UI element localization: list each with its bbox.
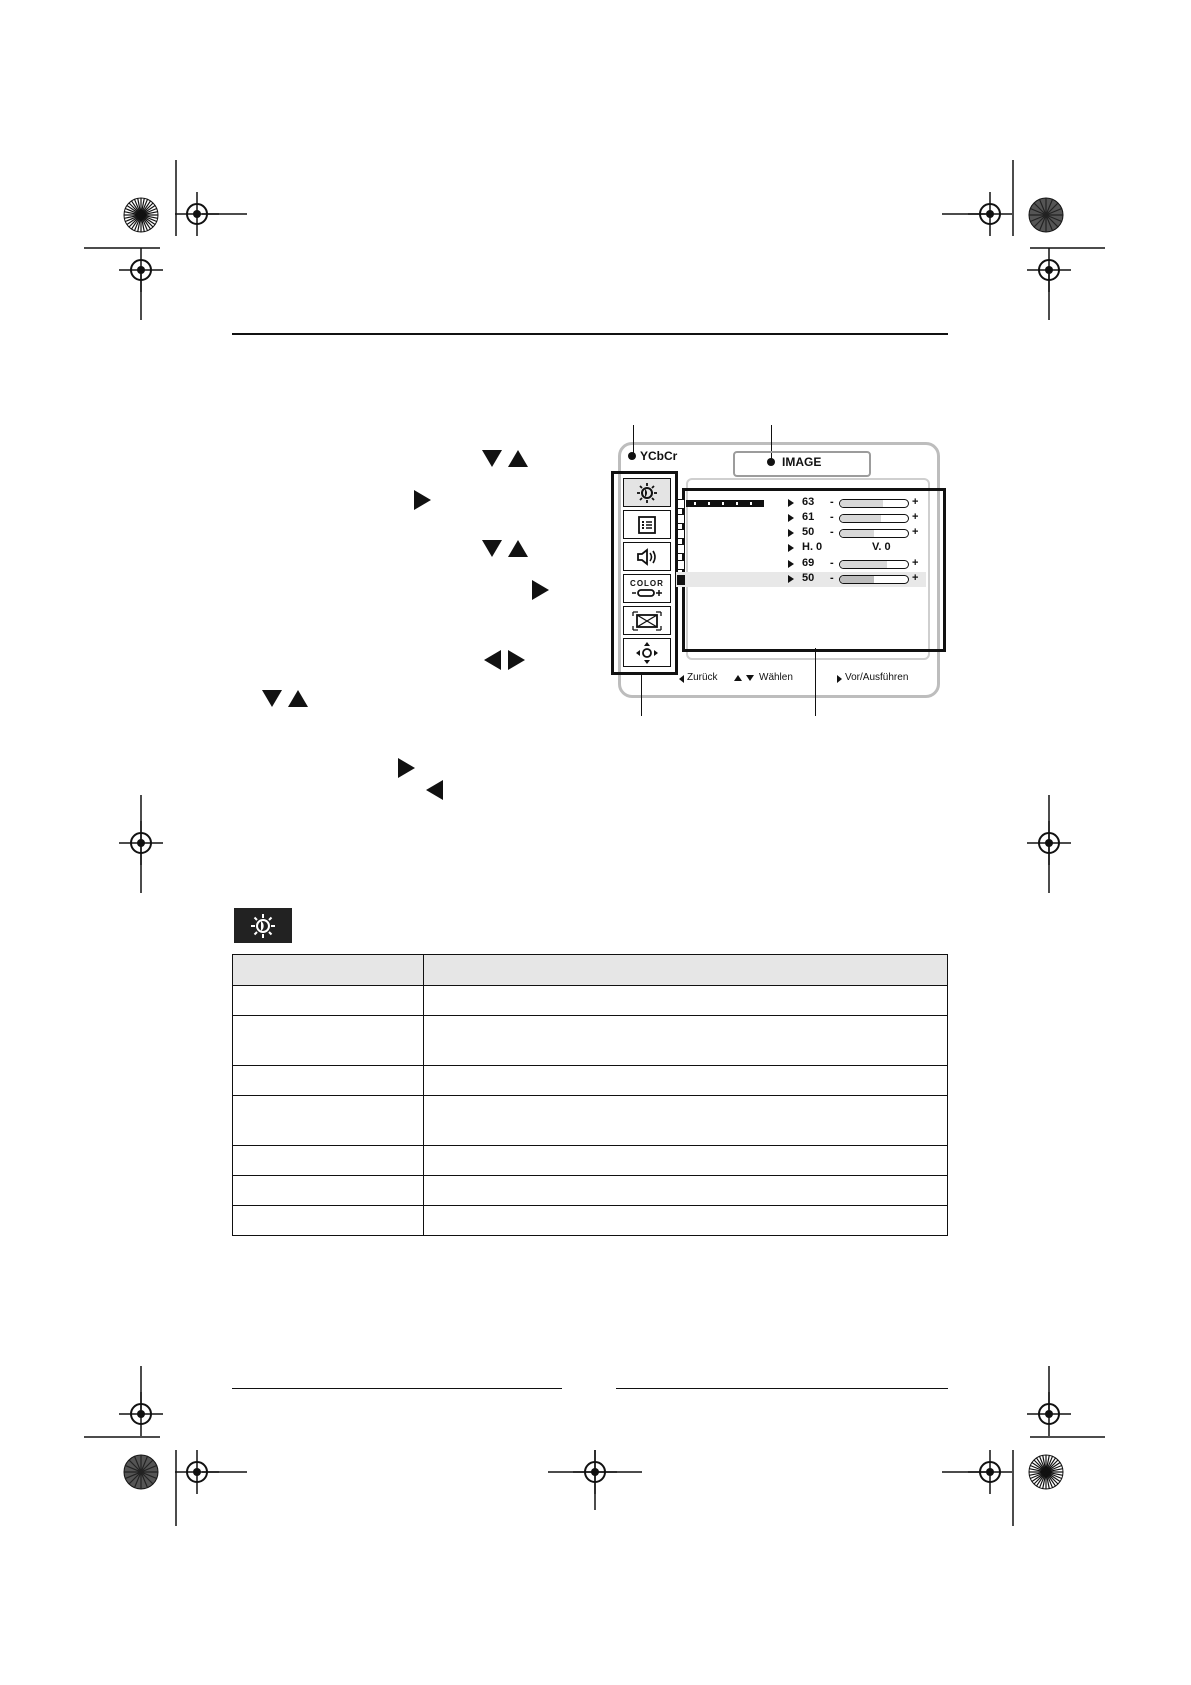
table-cell bbox=[424, 1066, 948, 1096]
table-cell bbox=[424, 1176, 948, 1206]
row-slider[interactable] bbox=[839, 514, 909, 523]
right-arrow-icon bbox=[532, 580, 549, 600]
plus-sign: + bbox=[912, 572, 919, 584]
table-cell bbox=[233, 1206, 424, 1236]
table-cell bbox=[424, 1206, 948, 1236]
menu-tab-brightness[interactable] bbox=[623, 478, 671, 507]
right-arrow-icon bbox=[837, 675, 842, 683]
slider-fill bbox=[840, 515, 881, 522]
row-marker bbox=[677, 529, 685, 539]
up-arrow-icon bbox=[288, 690, 308, 707]
color-slider-icon bbox=[630, 588, 664, 598]
slider-fill bbox=[840, 530, 874, 537]
menu-tab-color[interactable] bbox=[623, 574, 671, 603]
table-header-row bbox=[233, 955, 948, 986]
table-cell bbox=[424, 986, 948, 1016]
table-cell bbox=[424, 1096, 948, 1146]
down-arrow-icon bbox=[482, 450, 502, 467]
minus-sign: - bbox=[830, 496, 834, 508]
title-dot bbox=[767, 458, 775, 466]
row-value: 69 bbox=[802, 557, 815, 569]
osd-footer bbox=[679, 672, 929, 686]
table-row bbox=[233, 1016, 948, 1066]
up-arrow-icon bbox=[734, 675, 742, 681]
right-arrow-icon bbox=[414, 490, 431, 510]
footer-rule-left bbox=[232, 1388, 562, 1389]
plus-sign: + bbox=[912, 496, 919, 508]
settings-table bbox=[232, 954, 948, 1236]
table-cell bbox=[233, 986, 424, 1016]
source-dot bbox=[628, 452, 636, 460]
row-marker bbox=[677, 544, 685, 554]
plus-sign: + bbox=[912, 511, 919, 523]
callout-line-sidebar bbox=[641, 672, 642, 716]
row-marker bbox=[677, 514, 685, 524]
right-arrow-icon bbox=[508, 650, 525, 670]
slider-fill bbox=[840, 500, 883, 507]
left-arrow-icon bbox=[426, 780, 443, 800]
row-slider[interactable] bbox=[839, 575, 909, 584]
up-arrow-icon bbox=[508, 450, 528, 467]
color-tab-label: COLOR bbox=[630, 579, 664, 588]
footer-rule-right bbox=[616, 1388, 948, 1389]
move-icon bbox=[635, 641, 659, 665]
menu-tab-sound[interactable] bbox=[623, 542, 671, 571]
table-cell bbox=[233, 1016, 424, 1066]
row-arrow-icon bbox=[788, 544, 794, 552]
row-arrow-icon bbox=[788, 529, 794, 537]
slider-fill bbox=[840, 561, 887, 568]
table-cell bbox=[233, 1096, 424, 1146]
row-slider[interactable] bbox=[839, 529, 909, 538]
next-hint: Vor/Ausführen bbox=[845, 672, 909, 683]
osd-row[interactable] bbox=[676, 496, 926, 511]
slider-fill bbox=[840, 576, 874, 583]
menu-tab-list[interactable] bbox=[623, 510, 671, 539]
header-rule bbox=[232, 333, 948, 335]
source-label: YCbCr bbox=[640, 449, 678, 463]
table-row bbox=[233, 1176, 948, 1206]
minus-sign: - bbox=[830, 526, 834, 538]
row-slider[interactable] bbox=[839, 499, 909, 508]
row-arrow-icon bbox=[788, 514, 794, 522]
table-row bbox=[233, 1096, 948, 1146]
row-arrow-icon bbox=[788, 499, 794, 507]
row-value: 61 bbox=[802, 511, 815, 523]
list-icon bbox=[637, 515, 657, 535]
osd-row[interactable] bbox=[676, 557, 926, 572]
down-arrow-icon bbox=[262, 690, 282, 707]
menu-tab-screen[interactable] bbox=[623, 606, 671, 635]
table-row bbox=[233, 1206, 948, 1236]
table-row bbox=[233, 1066, 948, 1096]
table-header-cell bbox=[424, 955, 948, 986]
osd-row[interactable] bbox=[676, 511, 926, 526]
row-marker bbox=[677, 560, 685, 570]
plus-sign: + bbox=[912, 557, 919, 569]
row-slider[interactable] bbox=[839, 560, 909, 569]
row-marker bbox=[677, 499, 685, 509]
brightness-section-badge bbox=[234, 908, 292, 943]
left-arrow-icon bbox=[679, 675, 684, 683]
table-header-cell bbox=[233, 955, 424, 986]
table-cell bbox=[233, 1146, 424, 1176]
select-hint: Wählen bbox=[759, 672, 793, 683]
up-arrow-icon bbox=[508, 540, 528, 557]
right-arrow-icon bbox=[398, 758, 415, 778]
minus-sign: - bbox=[830, 572, 834, 584]
table-row bbox=[233, 1146, 948, 1176]
sun-icon bbox=[250, 913, 276, 939]
row-v-value: V. 0 bbox=[872, 541, 891, 553]
table-cell bbox=[424, 1146, 948, 1176]
row-value: 50 bbox=[802, 526, 815, 538]
row-arrow-icon bbox=[788, 560, 794, 568]
row-value: 63 bbox=[802, 496, 815, 508]
row-marker bbox=[677, 575, 685, 585]
table-row bbox=[233, 986, 948, 1016]
plus-sign: + bbox=[912, 526, 919, 538]
callout-line-source bbox=[633, 425, 634, 455]
row-garbled-label bbox=[686, 500, 764, 507]
osd-row[interactable] bbox=[676, 526, 926, 541]
table-cell bbox=[424, 1016, 948, 1066]
table-cell bbox=[233, 1176, 424, 1206]
row-value: 50 bbox=[802, 572, 815, 584]
left-arrow-icon bbox=[484, 650, 501, 670]
speaker-icon bbox=[635, 547, 659, 567]
table-cell bbox=[233, 1066, 424, 1096]
sun-icon bbox=[636, 482, 658, 504]
osd-title: IMAGE bbox=[782, 455, 822, 469]
row-h-value: H. 0 bbox=[802, 541, 823, 553]
menu-tab-position[interactable] bbox=[623, 638, 671, 667]
down-arrow-icon bbox=[746, 675, 754, 681]
osd-row-selected[interactable] bbox=[676, 572, 926, 587]
osd-row[interactable] bbox=[676, 541, 926, 556]
row-arrow-icon bbox=[788, 575, 794, 583]
back-hint: Zurück bbox=[687, 672, 718, 683]
minus-sign: - bbox=[830, 557, 834, 569]
minus-sign: - bbox=[830, 511, 834, 523]
screen-format-icon bbox=[632, 611, 662, 631]
down-arrow-icon bbox=[482, 540, 502, 557]
